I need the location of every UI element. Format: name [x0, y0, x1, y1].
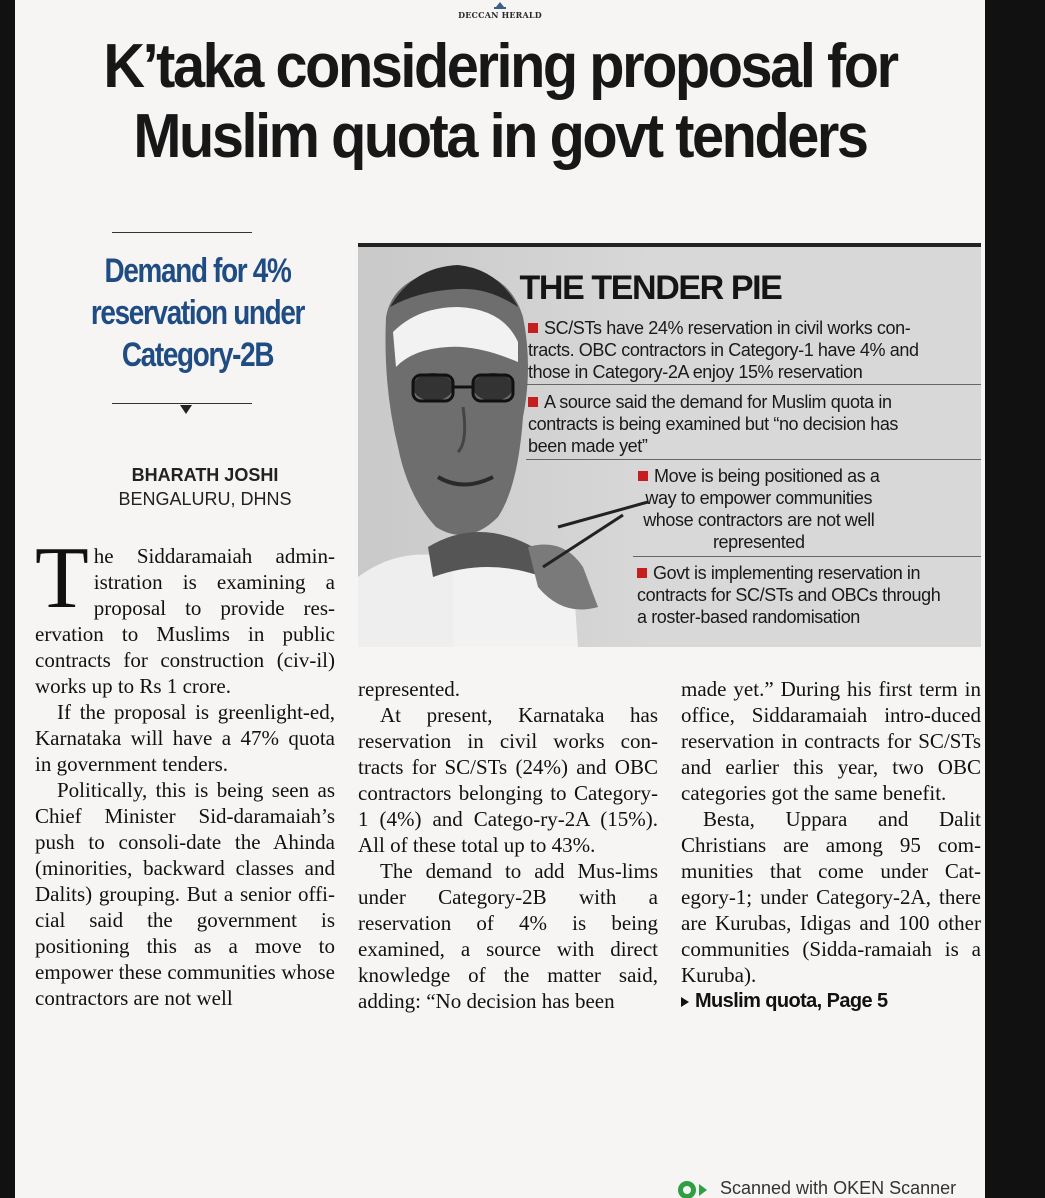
article-paragraph: made yet.” During his first term in office, Siddaramaiah intro-duced reservation in contracts for SC/STs and earlier this year, two OBC categories got the same benefit. — [681, 677, 981, 805]
infobox-line: represented — [712, 532, 805, 552]
infobox-line: been made yet” — [528, 436, 648, 456]
masthead — [15, 0, 985, 20]
author-name: BHARATH JOSHI — [131, 465, 279, 485]
dateline: BENGALURU, DHNS — [118, 489, 292, 509]
arrow-right-icon — [681, 997, 689, 1007]
tender-pie-infobox — [358, 243, 981, 647]
infobox-line: SC/STs have 24% reservation in civil works con- — [528, 317, 919, 339]
headline-line-2: Muslim quota in govt tenders — [133, 102, 867, 171]
infobox-item-3 — [638, 465, 880, 553]
infobox-item-2 — [528, 391, 898, 457]
article-paragraph: Politically, this is being seen as Chief Minister Sid-daramaiah’s push to consoli-date the Ahinda (minorities, backward classes and Dalits) grouping. But a senior offi-cial said the government is positioning this as a move to empower these communities whose contractors are not well — [35, 778, 335, 1010]
article-column-3 — [681, 676, 981, 1014]
infobox-line: whose contractors are not well — [643, 510, 875, 530]
article-column-1 — [35, 530, 335, 1011]
infobox-divider — [526, 384, 981, 385]
infobox-line: a roster-based randomisation — [637, 607, 860, 627]
kicker-line-2: reservation under — [90, 294, 305, 332]
infobox-divider — [526, 459, 981, 460]
infobox-line: Govt is implementing reservation in — [637, 562, 940, 584]
headline-line-1: K’taka considering proposal for — [103, 32, 897, 101]
article-paragraph: Besta, Uppara and Dalit Christians are among 95 com-munities that come under Cat-egory-1; under Category-2A, there are Kurubas, Idigas and 100 other communities (Sidda-ramaiah is a Kuruba). — [681, 807, 981, 987]
article-paragraph: represented. — [358, 677, 461, 701]
bullet-square-icon — [638, 471, 648, 481]
bullet-square-icon — [528, 323, 538, 333]
drop-cap: T — [35, 530, 89, 627]
kicker-bottom-rule — [112, 403, 252, 404]
article-paragraph — [35, 530, 335, 699]
infobox-line: tracts. OBC contractors in Category-1 have 4% and — [528, 340, 919, 360]
headline — [15, 32, 985, 172]
kicker — [55, 250, 340, 376]
continued-jump-link[interactable] — [681, 988, 981, 1014]
publication-name: DECCAN HERALD — [458, 10, 542, 20]
kicker-line-3: Category-2B — [121, 336, 274, 374]
jump-link-text: Muslim quota, Page 5 — [695, 990, 888, 1012]
article-lead-text: he Siddaramaiah admin-istration is examining a proposal to provide res- — [93, 544, 335, 620]
article-lead-continued: ervation to Muslims in public contracts for construction (civ-il) works up to Rs 1 crore. — [35, 622, 335, 698]
article-paragraph: The demand to add Mus-lims under Category-2B with a reservation of 4% is being examined, a source with direct knowledge of the matter said, adding: “No decision has been — [358, 859, 658, 1013]
infobox-divider — [633, 556, 981, 557]
infobox-line: way to empower communities — [645, 488, 873, 508]
down-arrow-icon — [180, 405, 192, 414]
infobox-line: A source said the demand for Muslim quota in — [528, 391, 898, 413]
infobox-line: those in Category-2A enjoy 15% reservation — [528, 362, 863, 382]
infobox-title: THE TENDER PIE — [519, 269, 782, 307]
infobox-line: contracts for SC/STs and OBCs through — [637, 585, 941, 605]
infobox-item-1 — [528, 317, 919, 383]
infobox-line: contracts is being examined but “no decision has — [528, 414, 899, 434]
kicker-line-1: Demand for 4% — [104, 252, 291, 290]
kicker-top-rule — [112, 232, 252, 233]
infobox-item-4 — [637, 562, 940, 628]
article-column-2 — [358, 676, 658, 1014]
bullet-square-icon — [528, 397, 538, 407]
scanner-watermark: Scanned with OKEN Scanner — [720, 1178, 957, 1198]
newspaper-clipping — [15, 0, 985, 1198]
byline — [55, 463, 355, 511]
bullet-square-icon — [637, 568, 647, 578]
scanner-logo-icon — [675, 1178, 711, 1198]
infobox-line: Move is being positioned as a — [638, 465, 880, 487]
article-paragraph: If the proposal is greenlight-ed, Karnataka will have a 47% quota in government tenders. — [35, 700, 335, 776]
article-paragraph: At present, Karnataka has reservation in civil works con-tracts for SC/STs (24%) and OBC contractors belonging to Category-1 (4%) and Catego-ry-2A (15%). All of these total up to 43%. — [358, 703, 658, 857]
